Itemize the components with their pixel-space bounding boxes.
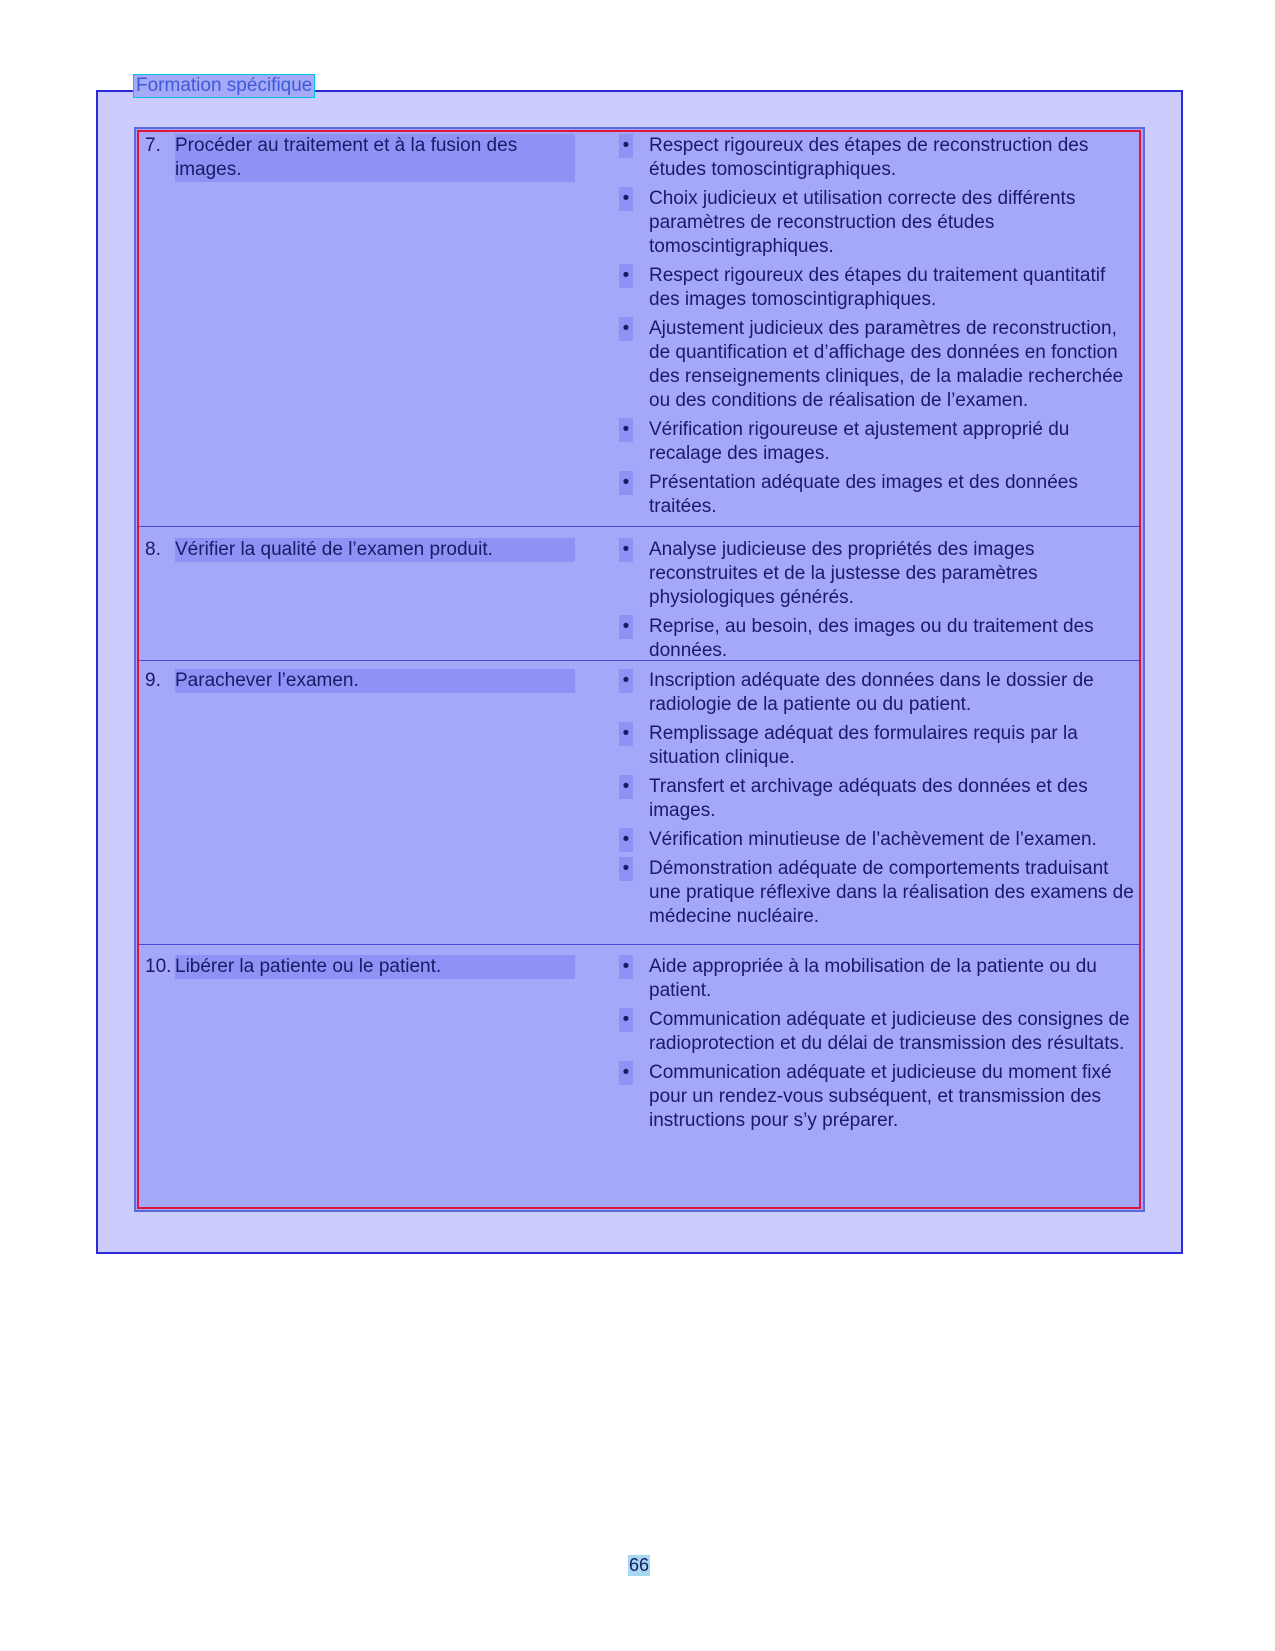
criterion-item xyxy=(619,1061,1134,1133)
bullet-icon: • xyxy=(619,418,633,442)
task-text: Parachever l’examen. xyxy=(175,669,575,693)
criterion-item xyxy=(619,418,1134,466)
criterion-text: Respect rigoureux des étapes du traitement quantitatif des images tomoscintigraphiques. xyxy=(649,265,1106,310)
criterion-item xyxy=(619,828,1134,852)
task-text: Procéder au traitement et à la fusion des images. xyxy=(175,134,575,182)
criterion-item xyxy=(619,857,1134,929)
bullet-icon: • xyxy=(619,264,633,288)
bullet-icon: • xyxy=(619,955,633,979)
criteria-list xyxy=(619,134,1134,524)
task-text: Libérer la patiente ou le patient. xyxy=(175,955,575,979)
criterion-item xyxy=(619,187,1134,259)
table-row xyxy=(139,134,1139,526)
criterion-text: Choix judicieux et utilisation correcte des différents paramètres de reconstruction des études tomoscintigraphiques. xyxy=(649,188,1076,257)
page-number: 66 xyxy=(629,1555,650,1575)
criterion-item xyxy=(619,955,1134,1003)
section-title: Formation spécifique xyxy=(133,74,315,98)
criterion-item xyxy=(619,722,1134,770)
bullet-icon: • xyxy=(619,775,633,799)
criterion-text: Vérification minutieuse de l’achèvement de l’examen. xyxy=(649,829,1097,850)
task-text: Vérifier la qualité de l’examen produit. xyxy=(175,538,575,562)
table-row xyxy=(139,660,1139,944)
criteria-list xyxy=(619,955,1134,1138)
bullet-icon: • xyxy=(619,471,633,495)
table-row xyxy=(139,944,1139,1204)
criteria-list xyxy=(619,669,1134,934)
bullet-icon: • xyxy=(619,857,633,881)
criterion-text: Transfert et archivage adéquats des données et des images. xyxy=(649,776,1088,821)
bullet-icon: • xyxy=(619,317,633,341)
bullet-icon: • xyxy=(619,134,633,158)
task-number: 7. xyxy=(145,135,161,156)
criterion-text: Respect rigoureux des étapes de reconstruction des études tomoscintigraphiques. xyxy=(649,135,1089,180)
criterion-text: Vérification rigoureuse et ajustement approprié du recalage des images. xyxy=(649,419,1070,464)
task-number: 9. xyxy=(145,670,161,691)
criterion-text: Inscription adéquate des données dans le dossier de radiologie de la patiente ou du patient. xyxy=(649,670,1094,715)
bullet-icon: • xyxy=(619,1008,633,1032)
bullet-icon: • xyxy=(619,187,633,211)
bullet-icon: • xyxy=(619,1061,633,1085)
criterion-item xyxy=(619,264,1134,312)
task-number: 8. xyxy=(145,539,161,560)
criterion-text: Analyse judicieuse des propriétés des images reconstruites et de la justesse des paramètres physiologiques générés. xyxy=(649,539,1038,608)
criterion-item xyxy=(619,775,1134,823)
criterion-item xyxy=(619,615,1134,663)
task-number: 10. xyxy=(145,956,172,977)
criterion-text: Reprise, au besoin, des images ou du traitement des données. xyxy=(649,616,1094,661)
bullet-icon: • xyxy=(619,538,633,562)
criterion-item xyxy=(619,471,1134,519)
criterion-text: Démonstration adéquate de comportements traduisant une pratique réflexive dans la réalisation des examens de médecine nucléaire. xyxy=(649,858,1134,927)
bullet-icon: • xyxy=(619,828,633,852)
criterion-text: Présentation adéquate des images et des données traitées. xyxy=(649,472,1078,517)
criterion-text: Communication adéquate et judicieuse des consignes de radioprotection et du délai de transmission des résultats. xyxy=(649,1009,1130,1054)
criterion-item xyxy=(619,669,1134,717)
criterion-item xyxy=(619,1008,1134,1056)
bullet-icon: • xyxy=(619,722,633,746)
bullet-icon: • xyxy=(619,669,633,693)
criteria-list xyxy=(619,538,1134,668)
table-row xyxy=(139,526,1139,660)
criterion-text: Communication adéquate et judicieuse du moment fixé pour un rendez-vous subséquent, et transmission des instructions pour s’y préparer. xyxy=(649,1062,1112,1131)
criterion-item xyxy=(619,317,1134,413)
bullet-icon: • xyxy=(619,615,633,639)
criterion-item xyxy=(619,134,1134,182)
criterion-text: Remplissage adéquat des formulaires requis par la situation clinique. xyxy=(649,723,1078,768)
criterion-text: Aide appropriée à la mobilisation de la patiente ou du patient. xyxy=(649,956,1097,1001)
criterion-text: Ajustement judicieux des paramètres de reconstruction, de quantification et d’affichage des données en fonction des renseignements cliniques, de la maladie recherchée ou des conditions de réalisation de l’examen. xyxy=(649,318,1124,411)
criterion-item xyxy=(619,538,1134,610)
